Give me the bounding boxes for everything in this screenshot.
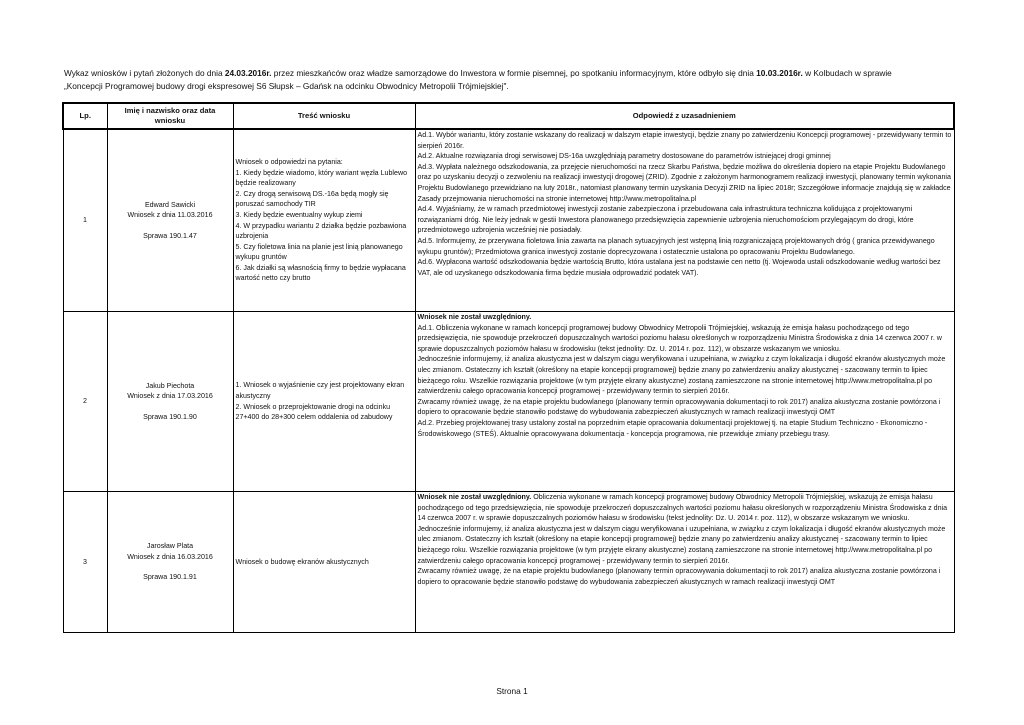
answer-paragraph: Obliczenia wykonane w ramach koncepcji programowej budowy Obwodnicy Metropolii Trójmiejskiej, wskazują że emisja hałasu pochodzącego od tego przedsięwzięcia, nie spowoduje przekroczeń dopuszczalnych wartości poziomu hałasu określonych w rozporządzeniu Ministra Środowiska z dnia 14 czerwca 2007 r. w sprawie dopuszczalnych poziomów hałasu w środowisku (tekst jednolity: Dz. U. 2014 r. poz. 112), w obszarze wskazanym we wniosku. [417, 493, 948, 523]
answer-paragraph: Ad.6. Wypłacona wartość odszkodowania będzie wartością Brutto, która ustalana jest na podstawie cen netto (tj. Wojewoda ustali odszkodowanie według wartości bez VAT, ale od uzyskanego odszkodowania firma będzie musiała odprowadzić podatek VAT). [417, 258, 941, 277]
header-name: Imię i nazwisko oraz data wniosku [107, 103, 233, 129]
answer-paragraph: Zwracamy również uwagę, że na etapie projektu budowlanego (planowany termin opracowywania dokumentacji to rok 2017) analiza akustyczna zostanie powtórzona i dopiero to opracowanie będzie stanowiło podstawę do wybudowania zabezpieczeń akustycznych w ramach realizacji inwestycji OMT [417, 397, 941, 417]
request-content [233, 312, 415, 492]
answer-paragraph: Ad.1. Obliczenia wykonane w ramach koncepcji programowej budowy Obwodnicy Metropolii Trójmiejskiej, wskazują że emisja hałasu pochodzącego od tego przedsięwzięcia, nie spowoduje przekroczeń dopuszczalnych wartości poziomu hałasu określonych w rozporządzeniu Ministra Środowiska z dnia 14 czerwca 2007 r. w sprawie dopuszczalnych poziomów hałasu w środowisku (tekst jednolity: Dz. U. 2014 r. poz. 112), w obszarze wskazanym we wniosku. [417, 323, 942, 353]
answer-status: Wniosek nie został uwzględniony. [417, 313, 532, 321]
answer-paragraph: Jednocześnie informujemy, iż analiza akustyczna jest w dalszym ciągu weryfikowana i uzupełniana, w związku z czym lokalizacja i długość ekranów akustycznych może ulec zmianom. Ostateczny ich kształt (określony na etapie koncepcji programowej) będzie znany po zatwierdzeniu analizy akustycznej - szacowany termin to lipiec bieżącego roku. Wszelkie rozwiązania projektowe (w tym przyjęte ekrany akustyczne) zostaną zamieszczone na stronie internetowej http://www.metropolitalna.pl po zatwierdzeniu całego opracowania koncepcji programowej - przewidywany termin to sierpień 2016r. [417, 355, 946, 396]
table-row [63, 492, 954, 633]
request-content [233, 492, 415, 633]
header-lp: Lp. [63, 103, 107, 129]
case-number: Sprawa 190.1.47 [143, 231, 197, 240]
row-number: 1 [63, 129, 107, 312]
intro-date-2: 10.03.2016r. [756, 68, 803, 78]
row-number: 3 [63, 492, 107, 633]
document-intro [64, 67, 964, 93]
answer-paragraph: Ad.2. Przebieg projektowanej trasy ustalony został na poprzednim etapie opracowania dokumentacji projektowej tj. na etapie Studium Techniczno - Ekonomiczno - Środowiskowego (STEŚ). Aktualnie opracowywana dokumentacja - koncepcja programowa, nie przewiduje zmiany przebiegu trasy. [417, 418, 928, 438]
intro-text: Wykaz wniosków i pytań złożonych do dnia [64, 68, 225, 78]
page-footer: Strona 1 [496, 686, 528, 696]
table-header-row [63, 103, 954, 129]
case-number: Sprawa 190.1.90 [143, 412, 197, 421]
header-content: Treść wniosku [233, 103, 415, 129]
intro-text: przez mieszkańców oraz władze samorządowe do Inwestora w formie pisemnej, po spotkaniu informacyjnym, które odbyło się dnia [271, 68, 757, 78]
applicant-name: Jarosław Plata [146, 542, 194, 551]
table-row [63, 129, 954, 312]
request-content-text: Wniosek o budowę ekranów akustycznych [235, 557, 369, 566]
request-date: Wniosek z dnia 16.03.2016 [127, 552, 213, 561]
answer-paragraph: Jednocześnie informujemy, iż analiza akustyczna jest w dalszym ciągu weryfikowana i uzupełniana, w związku z czym lokalizacja i długość ekranów akustycznych może ulec zmianom. Ostateczny ich kształt (określony na etapie koncepcji programowej) będzie znany po zatwierdzeniu analizy akustycznej - szacowany termin to lipiec bieżącego roku. Wszelkie rozwiązania projektowe (w tym przyjęte ekrany akustyczne) zostaną zamieszczone na stronie internetowej http://www.metropolitalna.pl po zatwierdzeniu całego opracowania koncepcji programowej - przewidywany termin to sierpień 2016r. [417, 524, 946, 565]
answer-paragraph: Ad.2. Aktualne rozwiązania drogi serwisowej DS-16a uwzględniają parametry dostosowane do parametrów istniejącej drogi gminnej [417, 152, 831, 161]
applicant-cell [107, 312, 233, 492]
request-date: Wniosek z dnia 17.03.2016 [127, 392, 213, 401]
answer-paragraph: Zwracamy również uwagę, że na etapie projektu budowlanego (planowany termin opracowywania dokumentacji to rok 2017) analiza akustyczna zostanie powtórzona i dopiero to opracowanie będzie stanowiło podstawę do wybudowania zabezpieczeń akustycznych w ramach realizacji inwestycji OMT [417, 567, 941, 586]
request-content [233, 129, 415, 312]
case-number: Sprawa 190.1.91 [143, 573, 197, 582]
answer-paragraph: Ad.1. Wybór wariantu, który zostanie wskazany do realizacji w dalszym etapie inwestycji, będzie znany po zatwierdzeniu Koncepcji programowej - przewidywany termin to sierpień 2016r. [417, 131, 952, 150]
row-number: 2 [63, 312, 107, 492]
answer-paragraph: Ad.4. Wyjaśniamy, że w ramach przedmiotowej inwestycji zostanie zabezpieczona i przebudowana cała infrastruktura techniczna kolidująca z projektowanymi rozwiązaniami dróg. Nie leży jednak w gestii Inwestora planowanego przedsięwzięcia zapewnienie uzbrojenia nieruchomościom przylegającym do drogi, które przedmiotowego uzbrojenia wcześniej nie posiadały. [417, 205, 914, 235]
intro-line-1 [64, 67, 964, 80]
answer-cell [415, 129, 954, 312]
answer-cell [415, 312, 954, 492]
request-date: Wniosek z dnia 11.03.2016 [127, 211, 213, 220]
applicant-cell [107, 129, 233, 312]
requests-table [62, 102, 955, 633]
table-row [63, 312, 954, 492]
intro-date-1: 24.03.2016r. [224, 68, 272, 78]
answer-paragraph: Ad.3. Wypłata należnego odszkodowania, za przejęcie nieruchomości na rzecz Skarbu Państwa, będzie możliwa do określenia dopiero na etapie Projektu Budowlanego oraz po uzyskaniu decyzji o zezwoleniu na realizacji inwestycji drogowej (ZRID). Zgodnie z założonym harmonogramem realizacji inwestycji, planowany termin wykonania Projektu Budowlanego przewidziano na luty 2018r., natomiast planowany termin uzyskania Decyzji ZRID na lipiec 2018r; Szczegółowe informacje znajdują się w zakładce Zasady przejmowania nieruchomości na stronie internetowej http://www.metropolitalna.pl [417, 162, 951, 203]
applicant-cell [107, 492, 233, 633]
applicant-name: Jakub Piechota [145, 381, 195, 390]
intro-line-2: „Koncepcji Programowej budowy drogi ekspresowej S6 Słupsk – Gdańsk na odcinku Obwodnicy Metropolii Trójmiejskiej". [64, 81, 509, 91]
answer-status: Wniosek nie został uwzględniony. [417, 493, 532, 501]
intro-text: w Kolbudach w sprawie [802, 68, 892, 78]
applicant-name: Edward Sawicki [144, 200, 196, 209]
request-content-text: Wniosek o odpowiedzi na pytania: 1. Kiedy będzie wiadomo, który wariant węzła Lublewo będzie realizowany 2. Czy drogą serwisową DS.-16a będą mogły się poruszać samochody TIR 3. Kiedy będzie ewentualny wykup ziemi 4. W przypadku wariantu 2 działka będzie pozbawiona uzbrojenia 5. Czy fioletowa linia na planie jest linią planowanego wykupu gruntów 6. Jak działki są własnością firmy to będzie wypłacana wartość netto czy brutto [235, 157, 408, 283]
request-content-text: 1. Wniosek o wyjaśnienie czy jest projektowany ekran akustyczny 2. Wniosek o przeprojektowanie drogi na odcinku 27+400 do 28+300 celem oddalenia od zabudowy [235, 381, 405, 422]
header-answer: Odpowiedź z uzasadnieniem [415, 103, 954, 129]
answer-paragraph: Ad.5. Informujemy, że przerywana fioletowa linia zawarta na planach sytuacyjnych jest wstępną linią rozgraniczającą projektowanych dróg ( granica przewidywanego wykupu gruntów); Przedmiotowa granica inwestycji zostanie doprecyzowana i ostatecznie ustalona po opracowaniu Projektu Budowlanego. [417, 236, 935, 256]
answer-cell [415, 492, 954, 633]
